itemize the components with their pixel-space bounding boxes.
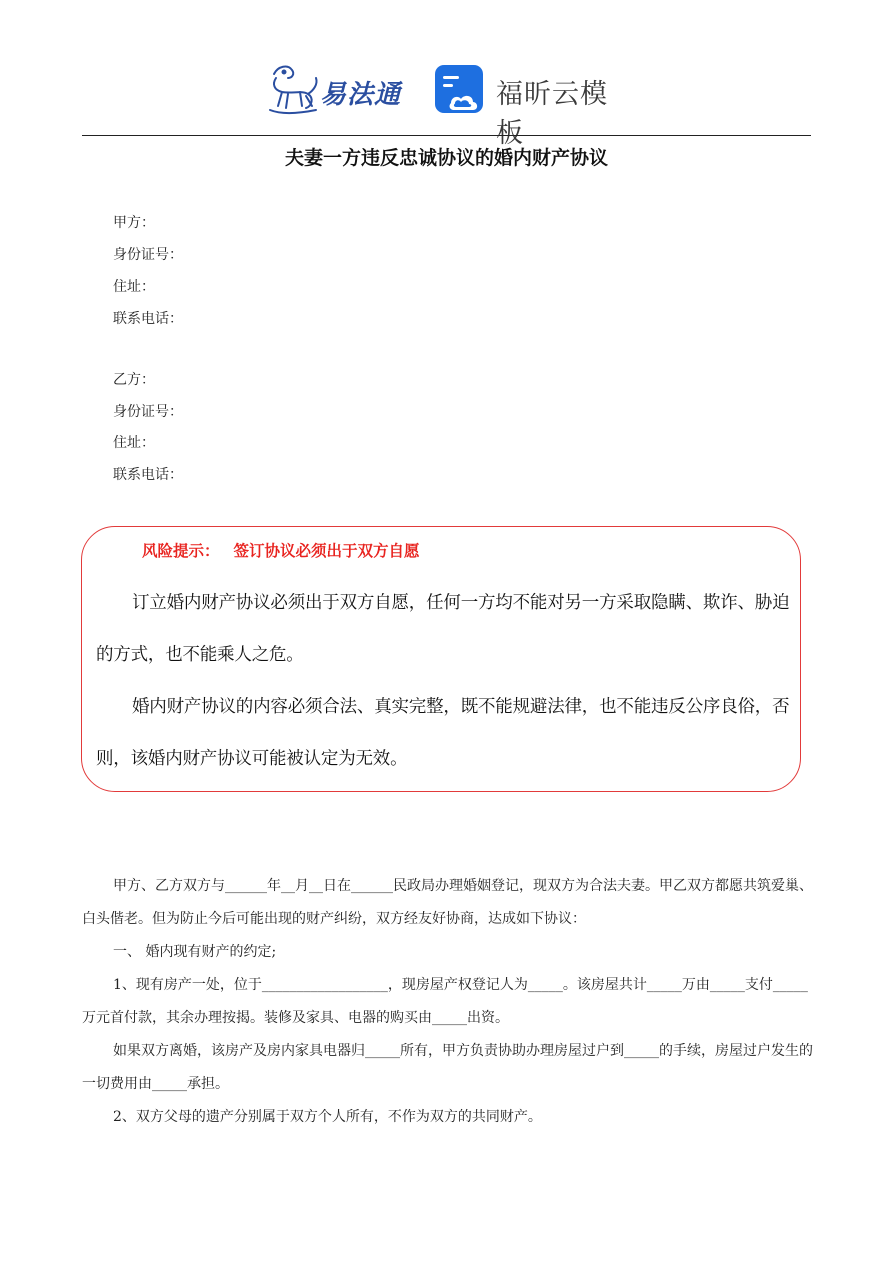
party-a-id-label: 身份证号： — [113, 247, 183, 263]
document-title: 夫妻一方违反忠诚协议的婚内财产协议 — [284, 147, 608, 169]
fuxin-brand-text: 福昕云模板 — [496, 79, 608, 149]
party-a-name-label: 甲方： — [113, 215, 155, 231]
item-1-paragraph: 1、现有房产一处，位于__________________，现房屋产权登记人为_____。该房屋共计_____万由_____支付_____万元首付款，其余办理按揭。装修及家具、电器的购买由_____出资。 — [82, 977, 808, 1026]
party-b-phone-label: 联系电话： — [113, 467, 183, 483]
section-1-heading: 一、 婚内现有财产的约定; — [113, 944, 277, 960]
item-1-divorce-paragraph: 如果双方离婚，该房产及房内家具电器归_____所有，甲方负责协助办理房屋过户到_____的手续，房屋过户发生的一切费用由_____承担。 — [82, 1043, 813, 1092]
party-b-name-label: 乙方： — [113, 372, 155, 388]
party-a-address-label: 住址： — [113, 279, 155, 295]
intro-paragraph: 甲方、乙方双方与______年__月__日在______民政局办理婚姻登记，现双方为合法夫妻。甲乙双方都愿共筑爱巢、白头偕老。但为防止今后可能出现的财产纠纷，双方经友好协商，达成如下协议： — [82, 878, 813, 927]
page-header — [0, 0, 893, 149]
risk-warning-box — [81, 526, 801, 792]
party-a-phone-label: 联系电话： — [113, 311, 183, 327]
qilin-emblem-icon — [262, 60, 322, 122]
yifatong-logo — [262, 60, 412, 122]
header-divider — [82, 135, 811, 136]
item-2-paragraph: 2、双方父母的遗产分别属于双方个人所有，不作为双方的共同财产。 — [113, 1109, 542, 1125]
risk-paragraph-2: 婚内财产协议的内容必须合法、真实完整，既不能规避法律，也不能违反公序良俗，否则，该婚内财产协议可能被认定为无效。 — [96, 697, 790, 769]
yifatong-brand-text: 易法通 — [320, 80, 402, 110]
party-b-address-label: 住址： — [113, 435, 155, 451]
cloud-template-icon — [434, 64, 486, 118]
party-b-id-label: 身份证号： — [113, 404, 183, 420]
risk-warning-heading: 签订协议必须出于双方自愿 — [233, 542, 420, 560]
fuxin-logo — [434, 64, 634, 149]
risk-warning-label: 风险提示： — [142, 542, 220, 560]
risk-paragraph-1: 订立婚内财产协议必须出于双方自愿，任何一方均不能对另一方采取隐瞒、欺诈、胁迫的方式，也不能乘人之危。 — [96, 593, 790, 665]
risk-warning-title — [142, 539, 420, 561]
